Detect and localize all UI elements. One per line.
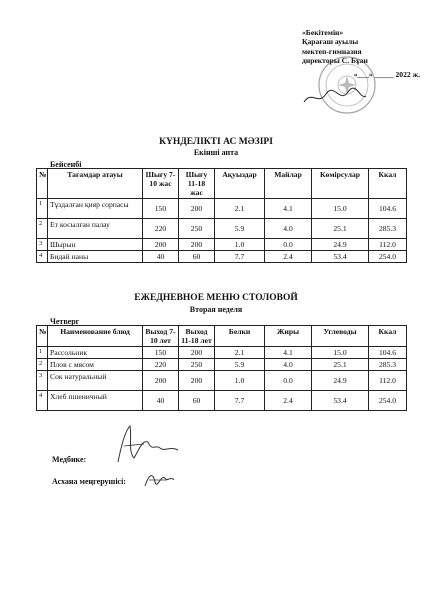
cell-no: 2: [37, 219, 48, 239]
canteen-head-signature: [141, 468, 177, 492]
table-row: [37, 219, 407, 239]
nurse-label: Медбике:: [52, 455, 87, 464]
table-row: [37, 391, 407, 411]
cell-fat: 0.0: [265, 239, 312, 251]
cell-output-7-10: 200: [143, 371, 179, 391]
cell-protein: 7.7: [215, 391, 265, 411]
cell-no: 4: [37, 251, 48, 263]
approval-line-3: мектеп-гимназия: [302, 46, 362, 56]
cell-kcal: 112.0: [369, 239, 407, 251]
cell-fat: 4.1: [265, 347, 312, 359]
cell-dish-name: Рассольник: [48, 347, 143, 359]
cell-carbs: 53.4: [312, 251, 369, 263]
col-kcal: Ккал: [369, 326, 407, 347]
cell-output-11-18: 200: [179, 199, 215, 219]
cell-no: 1: [37, 347, 48, 359]
menu-ru-table: [36, 325, 407, 411]
table-row: [37, 371, 407, 391]
nurse-signature: [104, 422, 184, 468]
cell-fat: 4.0: [265, 359, 312, 371]
col-no: №: [37, 169, 48, 199]
cell-kcal: 104.6: [369, 199, 407, 219]
table-header-row: [37, 326, 407, 347]
menu-kz-table: [36, 168, 407, 263]
cell-output-11-18: 250: [179, 359, 215, 371]
col-protein: Ақуыздар: [215, 169, 265, 199]
canteen-head-label: Асхана меңгерушісі:: [52, 477, 126, 486]
cell-carbs: 53.4: [312, 391, 369, 411]
menu-ru-day: Четверг: [50, 317, 80, 326]
cell-kcal: 254.0: [369, 251, 407, 263]
table-row: [37, 239, 407, 251]
approval-line-2: Қарағаш ауылы: [302, 37, 359, 47]
menu-kz-title: КҮНДЕЛІКТІ АС МӘЗІРІ: [159, 137, 273, 147]
cell-output-11-18: 60: [179, 251, 215, 263]
col-no: №: [37, 326, 48, 347]
cell-dish-name: Тұздалған қияр сорпасы: [48, 199, 143, 219]
cell-protein: 2.1: [215, 347, 265, 359]
cell-carbs: 15.0: [312, 199, 369, 219]
cell-carbs: 25.1: [312, 219, 369, 239]
cell-kcal: 112.0: [369, 371, 407, 391]
cell-dish-name: Плов с мясом: [48, 359, 143, 371]
table-header-row: [37, 169, 407, 199]
cell-output-11-18: 200: [179, 239, 215, 251]
cell-dish-name: Хлеб пшеничный: [48, 391, 143, 411]
cell-fat: 4.0: [265, 219, 312, 239]
cell-protein: 5.9: [215, 219, 265, 239]
cell-output-7-10: 200: [143, 239, 179, 251]
cell-output-7-10: 150: [143, 199, 179, 219]
col-dish-name: Наименование блюд: [48, 326, 143, 347]
table-row: [37, 199, 407, 219]
approval-line-1: «Бекітемін»: [302, 28, 344, 37]
cell-output-7-10: 220: [143, 359, 179, 371]
menu-ru-title: ЕЖЕДНЕВНОЕ МЕНЮ СТОЛОВОЙ: [134, 293, 298, 303]
cell-kcal: 254.0: [369, 391, 407, 411]
col-output-11-18: Выход 11-18 лет: [179, 326, 215, 347]
table-row: [37, 251, 407, 263]
col-kcal: Ккал: [369, 169, 407, 199]
cell-no: 4: [37, 391, 48, 411]
cell-no: 3: [37, 371, 48, 391]
cell-carbs: 15.0: [312, 347, 369, 359]
cell-dish-name: Сок натуральный: [48, 371, 143, 391]
cell-dish-name: Бидай наны: [48, 251, 143, 263]
menu-kz-day: Бейсенбі: [50, 160, 82, 169]
col-protein: Белки: [215, 326, 265, 347]
cell-output-11-18: 200: [179, 347, 215, 359]
table-row: [37, 359, 407, 371]
cell-output-7-10: 150: [143, 347, 179, 359]
menu-ru-week: Вторая неделя: [189, 305, 243, 314]
cell-protein: 7.7: [215, 251, 265, 263]
col-carbs: Көмірсулар: [312, 169, 369, 199]
table-row: [37, 347, 407, 359]
col-dish-name: Тағамдар атауы: [48, 169, 143, 199]
cell-kcal: 104.6: [369, 347, 407, 359]
cell-protein: 2.1: [215, 199, 265, 219]
cell-output-7-10: 40: [143, 251, 179, 263]
col-fat: Майлар: [265, 169, 312, 199]
cell-output-7-10: 40: [143, 391, 179, 411]
cell-kcal: 285.3: [369, 359, 407, 371]
col-output-11-18: Шығу 11-18 жас: [179, 169, 215, 199]
cell-dish-name: Шырын: [48, 239, 143, 251]
cell-fat: 2.4: [265, 251, 312, 263]
cell-no: 1: [37, 199, 48, 219]
cell-carbs: 24.9: [312, 371, 369, 391]
col-fat: Жиры: [265, 326, 312, 347]
cell-output-7-10: 220: [143, 219, 179, 239]
cell-dish-name: Ет косылған палау: [48, 219, 143, 239]
cell-fat: 0.0: [265, 371, 312, 391]
cell-no: 2: [37, 359, 48, 371]
cell-output-11-18: 200: [179, 371, 215, 391]
cell-carbs: 25.1: [312, 359, 369, 371]
col-output-7-10: Выход 7-10 лет: [143, 326, 179, 347]
cell-carbs: 24.9: [312, 239, 369, 251]
menu-kz-week: Екінші апта: [193, 148, 239, 157]
col-carbs: Углеводы: [312, 326, 369, 347]
approval-date: «___» _____ 2022 ж.: [353, 69, 420, 79]
cell-no: 3: [37, 239, 48, 251]
director-signature: [300, 86, 370, 108]
cell-protein: 5.9: [215, 359, 265, 371]
cell-output-11-18: 250: [179, 219, 215, 239]
cell-fat: 2.4: [265, 391, 312, 411]
approval-line-4: директоры С. Бұан: [302, 56, 368, 66]
cell-protein: 1.0: [215, 239, 265, 251]
cell-protein: 1.0: [215, 371, 265, 391]
cell-kcal: 285.3: [369, 219, 407, 239]
cell-output-11-18: 60: [179, 391, 215, 411]
col-output-7-10: Шығу 7-10 жас: [143, 169, 179, 199]
cell-fat: 4.1: [265, 199, 312, 219]
